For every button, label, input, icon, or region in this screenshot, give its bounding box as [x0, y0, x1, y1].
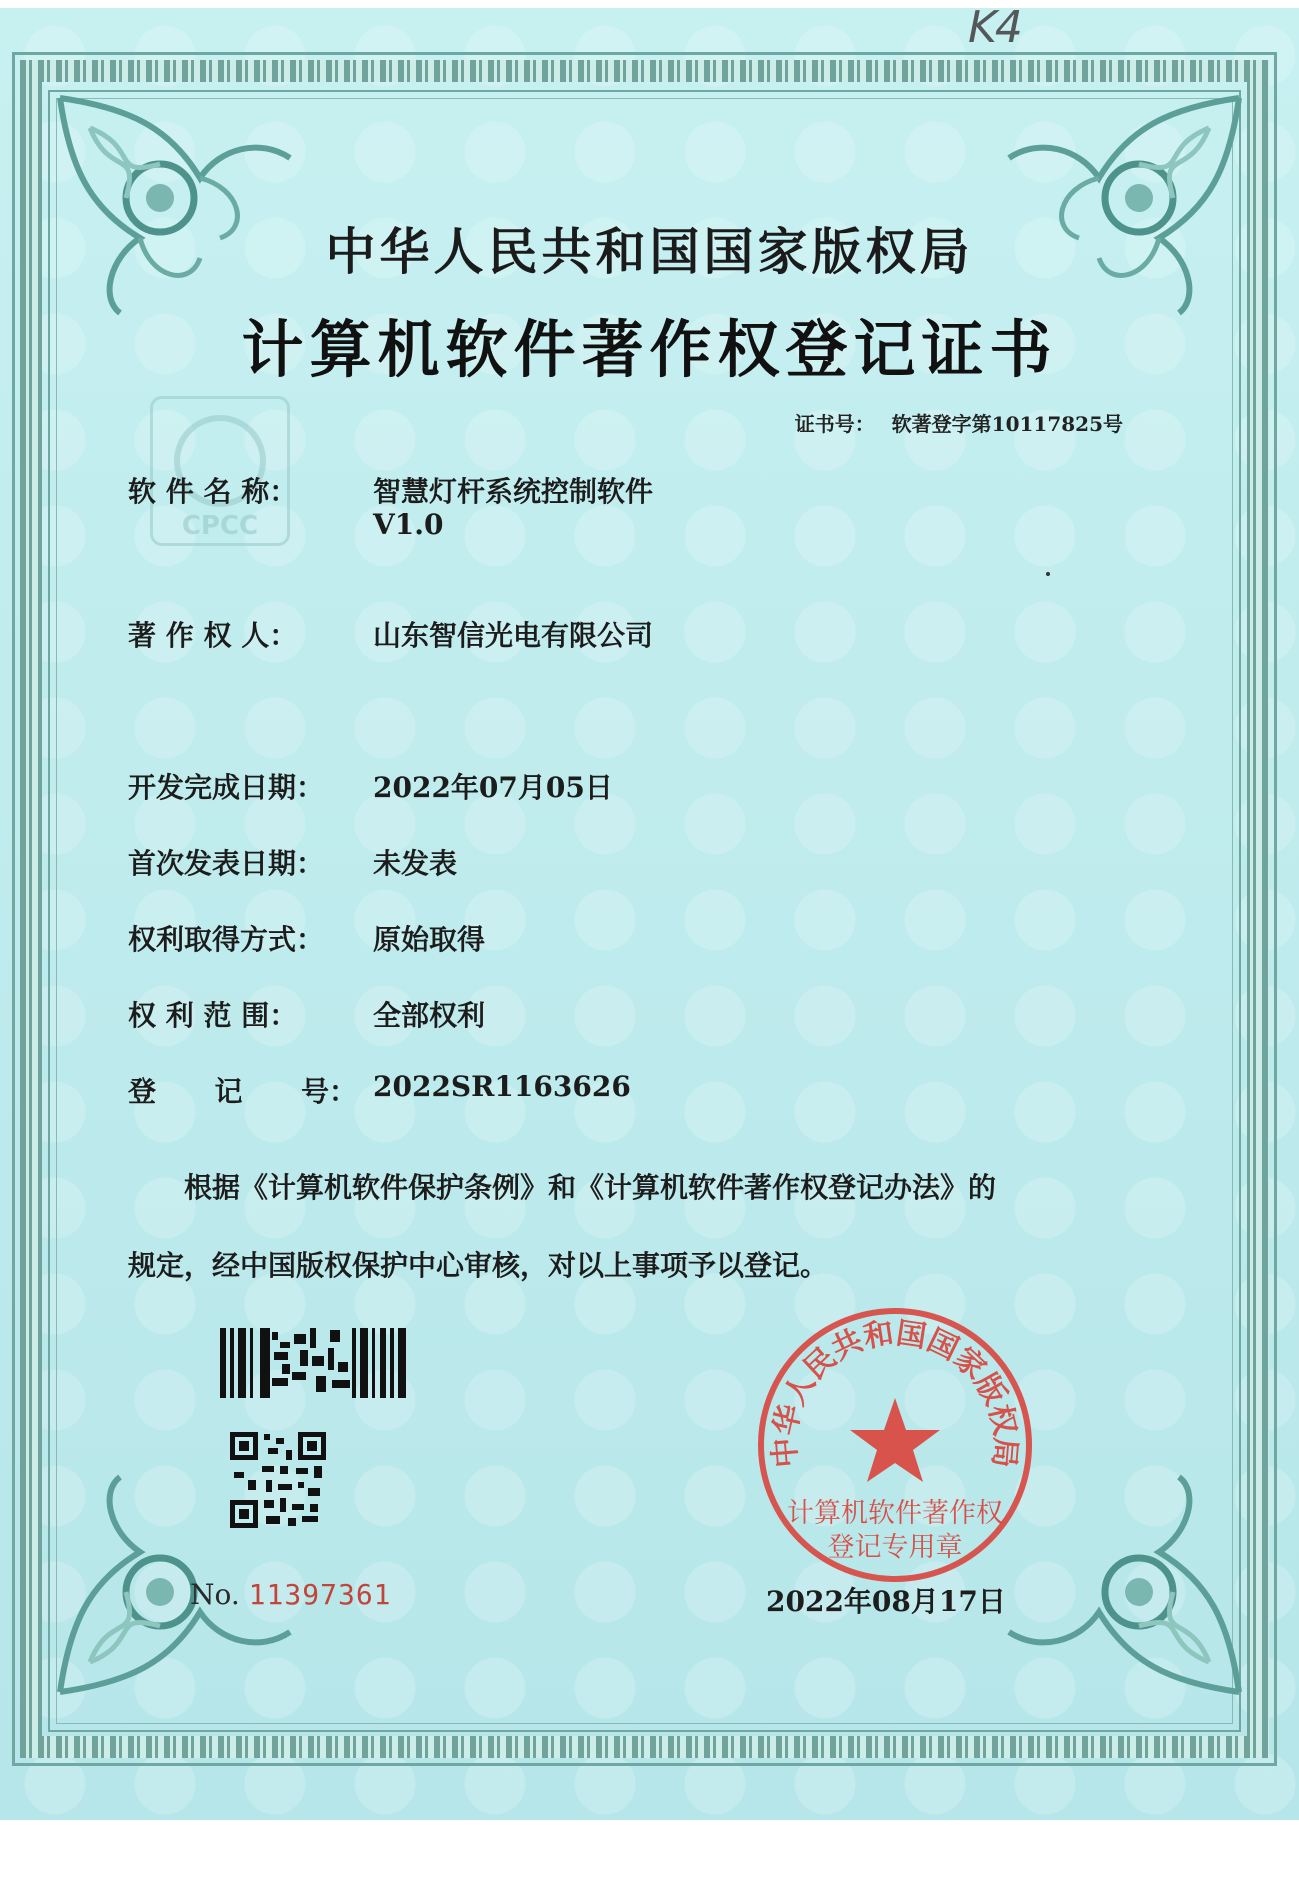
field-value: 原始取得: [373, 923, 486, 956]
field-label: 著 作 权 人：: [128, 619, 298, 652]
barcode-icon: [220, 1328, 410, 1398]
issuer-title: 中华人民共和国国家版权局: [325, 223, 974, 281]
serial-prefix: No.: [190, 1578, 240, 1611]
issue-date: 2022年08月17日: [766, 1585, 1006, 1618]
seal-outer-text: 中华人民共和国国家版权局: [767, 1315, 1023, 1469]
field-value: 全部权利: [373, 999, 486, 1032]
seal-inner-line-1: 计算机软件著作权: [787, 1498, 1003, 1529]
field-completion-date: [128, 766, 613, 806]
field-label: 权 利 范 围：: [128, 999, 298, 1032]
field-value: 2022年07月05日: [373, 771, 613, 804]
statement-line-2: 规定，经中国版权保护中心审核，对以上事项予以登记。: [128, 1249, 829, 1282]
handwritten-note: K4: [968, 2, 1021, 53]
cpcc-watermark-text: CPCC: [181, 511, 259, 541]
field-acquisition-method: [128, 918, 486, 958]
field-value: 2022SR1163626: [373, 1070, 631, 1103]
field-copyright-owner: [128, 614, 654, 654]
certificate-number-value: 软著登字第10117825号: [891, 412, 1123, 436]
certificate-number-label: 证书号：: [794, 412, 875, 436]
certificate-title: 计算机软件著作权登记证书: [241, 313, 1058, 386]
field-label: 软 件 名 称：: [128, 475, 298, 508]
field-label: 开发完成日期：: [128, 771, 325, 804]
field-first-publication: [128, 842, 458, 882]
field-value: 智慧灯杆系统控制软件: [373, 475, 654, 508]
field-label: 首次发表日期：: [128, 847, 325, 880]
field-label: 登 记 号：: [128, 1075, 357, 1108]
field-registration-number: [128, 1070, 631, 1110]
official-seal-icon: [750, 1300, 1040, 1590]
statement-line-1: 根据《计算机软件保护条例》和《计算机软件著作权登记办法》的: [184, 1171, 997, 1204]
field-label: 权利取得方式：: [128, 923, 325, 956]
qr-code-icon: [230, 1432, 326, 1528]
field-value: 未发表: [373, 847, 458, 880]
ink-dot: [1046, 572, 1050, 576]
field-rights-scope: [128, 994, 486, 1034]
certificate-number: [795, 408, 1123, 437]
field-value: 山东智信光电有限公司: [373, 619, 654, 652]
field-version: V1.0: [373, 508, 444, 541]
seal-inner-line-2: 登记专用章: [827, 1532, 963, 1563]
serial-value: 11397361: [248, 1578, 392, 1611]
serial-number: [190, 1578, 392, 1611]
